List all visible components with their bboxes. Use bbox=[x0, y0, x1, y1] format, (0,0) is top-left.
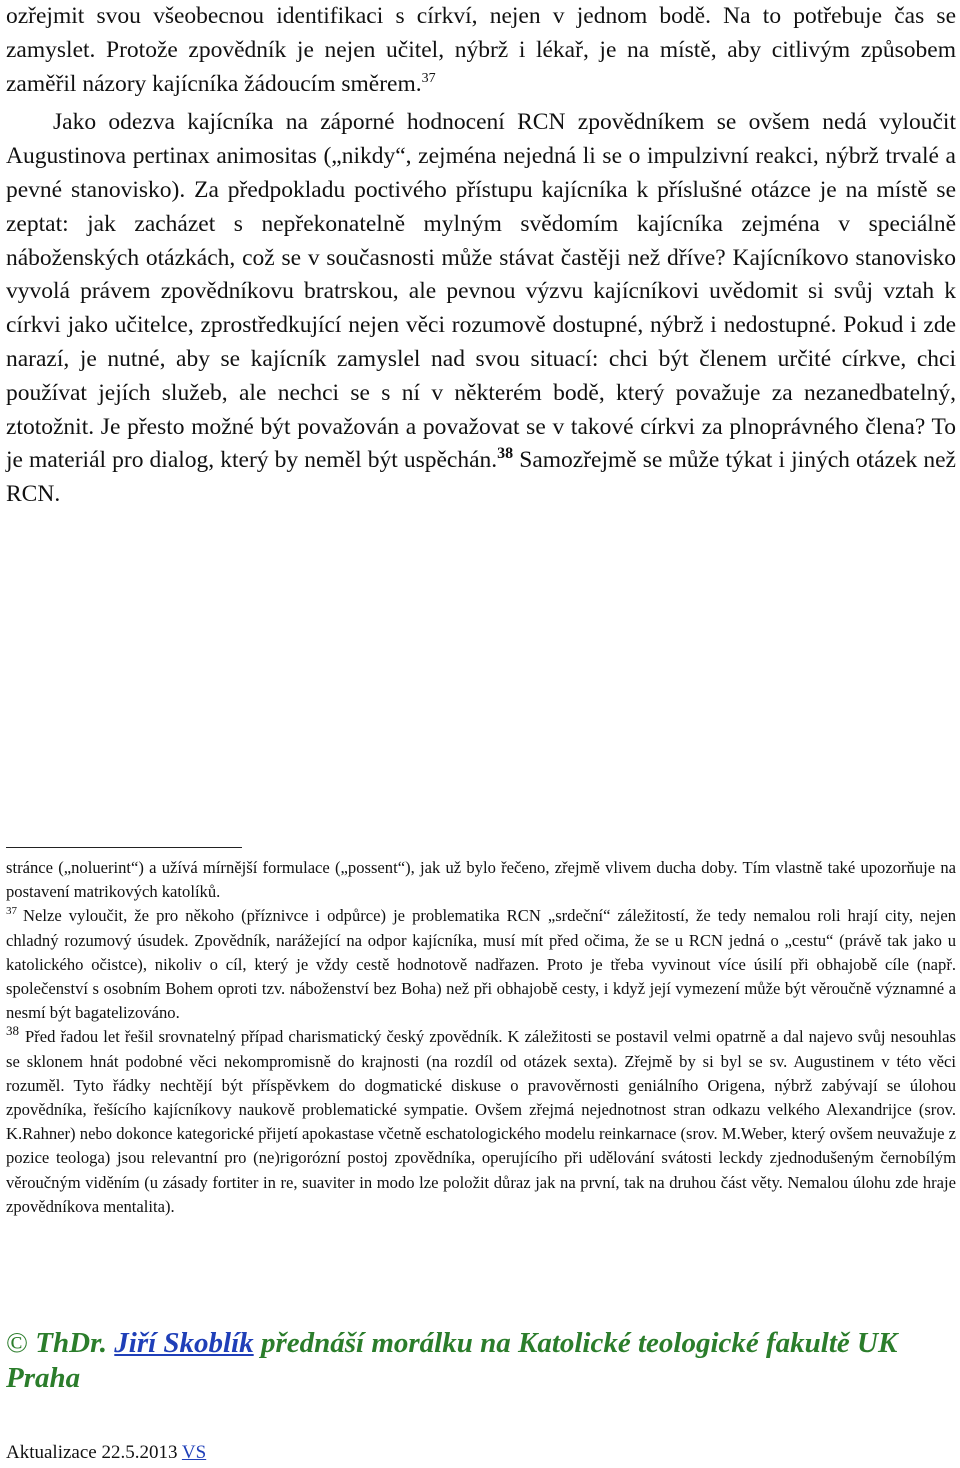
copyright-icon: © bbox=[6, 1327, 29, 1359]
update-line bbox=[6, 1442, 206, 1464]
footnote-37 bbox=[6, 904, 956, 1025]
author-name-link[interactable]: Jiří Skoblík bbox=[114, 1327, 254, 1359]
footnotes bbox=[6, 856, 956, 1219]
paragraph-2 bbox=[6, 106, 956, 512]
paragraph-1-text: ozřejmit svou všeobecnou identifikaci s církví, nejen v jednom bodě. Na to potřebuje čas se zamyslet. Protože zpovědník je nejen učitel, nýbrž i lékař, je na místě, aby citlivým způsobem zaměřil názory kajícníka žádoucím směrem. bbox=[6, 3, 956, 97]
footnote-38-text: Před řadou let řešil srovnatelný případ charismatický český zpovědník. K záležitosti se postavil velmi opatrně a dal najevo svůj nesouhlas se sklonem hnát podobné věci nekompromisně do krajnosti (na rozdíl od otázek sexta). Zřejmě by si byl se sv. Augustinem v této věci rozuměl. Tyto řádky nechtějí být příspěvkem do dogmatické diskuse o pravověrnosti geniálního Origena, nýbrž zabývají se úlohou zpovědníka, řešícího kajícníkovy naukově problematické sympatie. Ovšem zřejmá nejednotnost stran odkazu velkého Alexandrijce (srov. K.Rahner) nebo dokonce kategorické přijetí apokastase včetně eschatologického modelu reinkarnace (srov. M.Weber, který ovšem neuvažuje z pozice teologa) jsou relevantní pro (ne)rigorózní postoj zpovědníka, operujícího při udělování svátosti leckdy zjednodušeným černobílým věroučným viděním (u zásady fortiter in re, suaviter in modo lze položit důraz jak na první, tak na druhou část věty. Nemalou úlohu zde hraje zpovědníkova mentalita). bbox=[6, 1027, 956, 1216]
update-author-link[interactable]: VS bbox=[181, 1442, 207, 1463]
footnote-38 bbox=[6, 1025, 956, 1219]
paragraph-2-tail: Samozřejmě se může týkat i jiných otázek než RCN. bbox=[6, 447, 956, 508]
author-title: ThDr. bbox=[35, 1327, 108, 1359]
footnote-divider bbox=[6, 847, 242, 848]
footnote-38-mark: 38 bbox=[6, 1023, 19, 1039]
footnote-ref-37[interactable]: 37 bbox=[421, 70, 436, 86]
footnote-ref-38[interactable]: 38 bbox=[497, 445, 514, 463]
paragraph-2-text: Jako odezva kajícníka na záporné hodnocení RCN zpovědníkem se ovšem nedá vyloučit Augustinova pertinax animositas („nikdy“, zejména nejedná li se o impulzivní reakci, nýbrž trvalé a pevné stanovisko). Za předpokladu poctivého přístupu kajícníka k příslušné otázce je na místě se zeptat: jak zacházet s nepřekonatelně mylným svědomím kajícníka zejména v speciálně náboženských otázkách, což se v současnosti může stávat častěji než dříve? Kajícníkovo stanovisko vyvolá právem zpovědníkovu bratrskou, ale pevnou výzvu kajícníkovi uvědomit si svůj vztah k církvi jako učitelce, zprostředkující nejen věci rozumově dostupné, nýbrž i nedostupné. Pokud i zde narazí, je nutné, aby se kajícník zamyslel nad svou situací: chci být členem určité církve, chci používat jejích služeb, ale nechci se s ní v některém bodě, který považuje za nezanedbatelný, ztotožnit. Je přesto možné být považován a považovat se v takové církvi za plnoprávného člena? To je materiál pro dialog, který by neměl být uspěchán. bbox=[6, 109, 956, 474]
author-credit bbox=[6, 1326, 946, 1396]
update-label: Aktualizace 22.5.2013 bbox=[6, 1442, 178, 1463]
main-text bbox=[6, 0, 956, 512]
footnote-37-text: Nelze vyloučit, že pro někoho (příznivce i odpůrce) je problematika RCN „srdeční“ záležitostí, že tedy nemalou roli hrají city, nejen chladný rozumový úsudek. Zpovědník, narážející na odpor kajícníka, musí mít před očima, že se u RCN jedná o „cestu“ (právě tak jako u katolického očistce), nikoliv o cíl, který je vždy cestě hodnotově nadřazen. Proto je třeba vyvinout více úsilí při obhajobě cíle (např. společenství s osobním Bohem oproti tzv. náboženství bez Boha) než při obhajobě cesty, i když její vymezení může být věroučně významné a nesmí být bagatelizováno. bbox=[6, 906, 956, 1023]
footnote-37-mark: 37 bbox=[6, 905, 17, 918]
footnote-continuation: stránce („noluerint“) a užívá mírnější formulace („possent“), jak už bylo řečeno, zřejmě vlivem ducha doby. Tím vlastně také upozorňuje na postavení matrikových katolíků. bbox=[6, 858, 956, 902]
author-description: přednáší morálku na Katolické teologické fakultě UK Praha bbox=[6, 1327, 898, 1394]
paragraph-1 bbox=[6, 0, 956, 101]
